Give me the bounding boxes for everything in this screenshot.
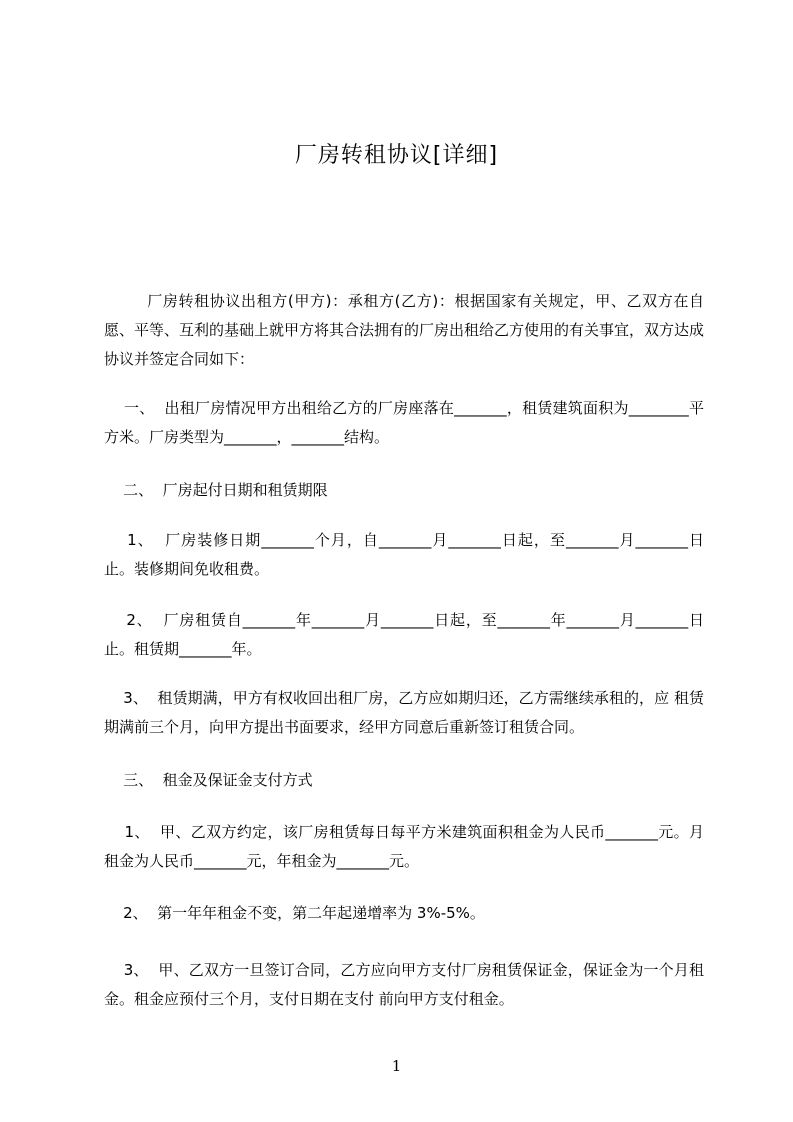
- item-3-1-paragraph: 1、 甲、乙双方约定，该厂房租赁每日每平方米建筑面积租金为人民币_______元。月租金为人民币_______元，年租金为_______元。: [104, 823, 704, 870]
- section-3-heading: 三、 租金及保证金支付方式: [104, 771, 313, 789]
- item-3-3-paragraph: 3、 甲、乙双方一旦签订合同，乙方应向甲方支付厂房租赁保证金，保证金为一个月租金。租金应预付三个月，支付日期在支付 前向甲方支付租金。: [104, 961, 704, 1008]
- section-2-heading: 二、 厂房起付日期和租赁期限: [104, 481, 328, 499]
- item-3-2-paragraph: 2、 第一年年租金不变，第二年起递增率为 3%-5%。: [104, 904, 485, 922]
- section-1-paragraph: 一、 出租厂房情况甲方出租给乙方的厂房座落在_______，租赁建筑面积为________平方米。厂房类型为_______，_______结构。: [104, 399, 705, 446]
- item-2-2-paragraph: 2、 厂房租赁自_______年_______月_______日起，至_______年_______月_______日 止。租赁期_______年。: [104, 611, 709, 658]
- document-title: 厂房转租协议[详细]: [294, 143, 499, 168]
- intro-paragraph: 厂房转租协议出租方(甲方)：承租方(乙方)：根据国家有关规定，甲、乙双方在自愿、平等、互利的基础上就甲方将其合法拥有的厂房出租给乙方使用的有关事宜，双方达成协议并签定合同如下：: [104, 292, 705, 368]
- page-number: 1: [391, 1057, 402, 1075]
- item-2-3-paragraph: 3、 租赁期满，甲方有权收回出租厂房，乙方应如期归还，乙方需继续承租的，应 租赁期满前三个月，向甲方提出书面要求，经甲方同意后重新签订租赁合同。: [104, 689, 704, 736]
- item-2-1-paragraph: 1、 厂房装修日期_______个月，自_______月_______日起，至_______月_______日止。装修期间免收租费。: [104, 531, 704, 578]
